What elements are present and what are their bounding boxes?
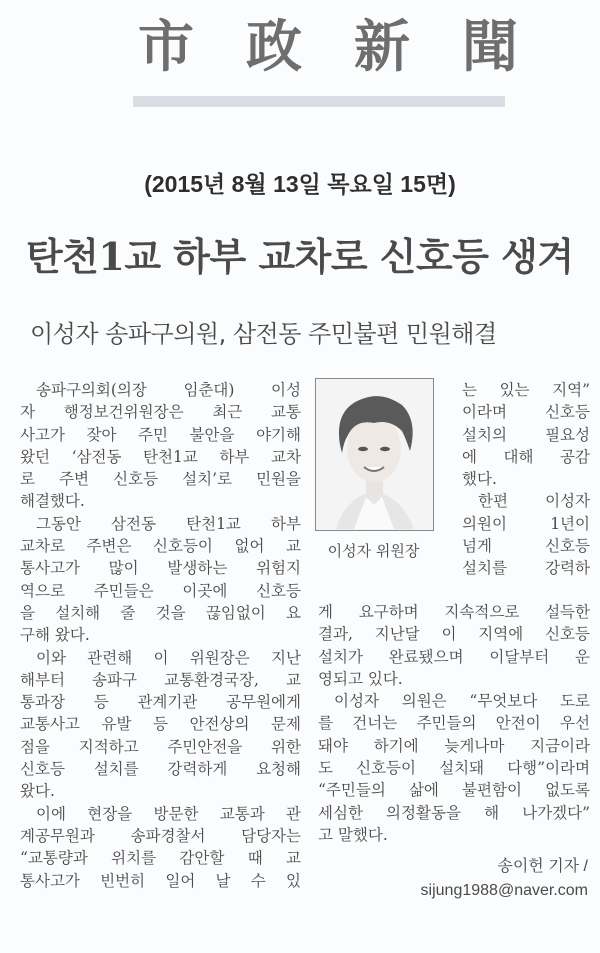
masthead-char: 聞	[462, 15, 518, 80]
text-line: 왔던 ‘삼전동 탄천1교 하부 교차	[20, 447, 301, 466]
text-line: 이라며 신호등	[462, 403, 590, 422]
text-line: 을 설치해 줄 것을 끊임없이 요	[20, 603, 301, 622]
text-line: 한편 이성자	[478, 492, 590, 511]
text-line: “교통량과 위치를 감안할 때 교	[20, 849, 301, 868]
newspaper-masthead	[138, 15, 518, 80]
text-line: 게 요구하며 지속적으로 설득한	[318, 603, 590, 621]
text-line: 구해 왔다.	[20, 626, 90, 645]
text-line: 해결했다.	[20, 492, 85, 511]
text-line: 는 있는 지역”	[462, 381, 590, 399]
text-line: 통과장 등 관계기관 공무원에게	[20, 693, 301, 712]
text-line: 통사고가 많이 발생하는 위험지	[20, 559, 301, 578]
text-line: 설치의 필요성	[462, 425, 590, 444]
text-line: 세심한 의정활동을 해 나가겠다”	[318, 803, 590, 822]
publication-date: (2015년 8월 13일 목요일 15면)	[144, 171, 456, 197]
text-line: 했다.	[462, 470, 497, 489]
article-column-right-wide	[318, 601, 590, 846]
text-line: 로 주변 신호등 설치’로 민원을	[20, 470, 301, 489]
masthead-char: 新	[354, 15, 410, 80]
masthead-char: 市	[138, 15, 194, 80]
text-line: 를 건너는 주민들의 안전이 우선	[318, 714, 590, 733]
text-line: 이와 관련해 이 위원장은 지난	[36, 648, 301, 667]
reporter-email: sijung1988@naver.com	[420, 882, 588, 899]
text-line: 그동안 삼전동 탄천1교 하부	[36, 514, 301, 533]
text-line: 교차로 주변은 신호등이 없어 교	[20, 537, 301, 556]
portrait-photo	[315, 378, 434, 531]
text-line: 설치가 완료됐으며 이달부터 운	[318, 647, 590, 666]
text-line: “주민들의 삶에 불편함이 없도록	[318, 781, 590, 800]
text-line: 송파구의회(의장 임춘대) 이성	[36, 381, 301, 399]
text-line: 계공무원과 송파경찰서 담당자는	[20, 826, 301, 845]
portrait-image	[316, 379, 433, 530]
text-line: 교통사고 유발 등 안전상의 문제	[20, 715, 301, 734]
masthead-url-band	[133, 96, 505, 107]
text-line: 의원이 1년이	[462, 514, 590, 533]
article-column-left	[20, 379, 301, 892]
text-line: 영되고 있다.	[318, 669, 403, 688]
article-column-right-narrow	[462, 379, 590, 580]
text-line: 신호등 설치를 강력하게 요청해	[20, 760, 301, 779]
text-line: 고 말했다.	[318, 825, 388, 844]
article-subheadline: 이성자 송파구의원, 삼전동 주민불편 민원해결	[30, 320, 497, 348]
text-line: 이성자 의원은 “무엇보다 도로	[334, 692, 590, 711]
article-headline: 탄천1교 하부 교차로 신호등 생겨	[26, 234, 574, 279]
text-line: 해부터 송파구 교통환경국장, 교	[20, 670, 301, 689]
photo-caption: 이성자 위원장	[327, 542, 420, 560]
text-line: 넘게 신호등	[462, 537, 590, 556]
text-line: 돼야 하기에 늦게나마 지금이라	[318, 736, 590, 755]
reporter-name: 송이헌 기자 /	[497, 858, 588, 875]
text-line: 에 대해 공감	[462, 447, 590, 466]
text-line: 왔다.	[20, 782, 55, 801]
text-line: 설치를 강력하	[462, 559, 590, 578]
text-line: 사고가 잦아 주민 불안을 야기해	[20, 425, 301, 444]
text-line: 결과, 지난달 이 지역에 신호등	[318, 625, 590, 644]
article-byline	[421, 855, 588, 903]
text-line: 역으로 주민들은 이곳에 신호등	[20, 581, 301, 600]
text-line: 통사고가 빈번히 일어 날 수 있	[20, 871, 301, 890]
text-line: 자 행정보건위원장은 최근 교통	[20, 403, 301, 422]
text-line: 도 신호등이 설치돼 다행”이라며	[318, 759, 590, 778]
masthead-char: 政	[246, 15, 302, 80]
text-line: 점을 지적하고 주민안전을 위한	[20, 737, 301, 756]
text-line: 이에 현장을 방문한 교통과 관	[36, 804, 301, 823]
